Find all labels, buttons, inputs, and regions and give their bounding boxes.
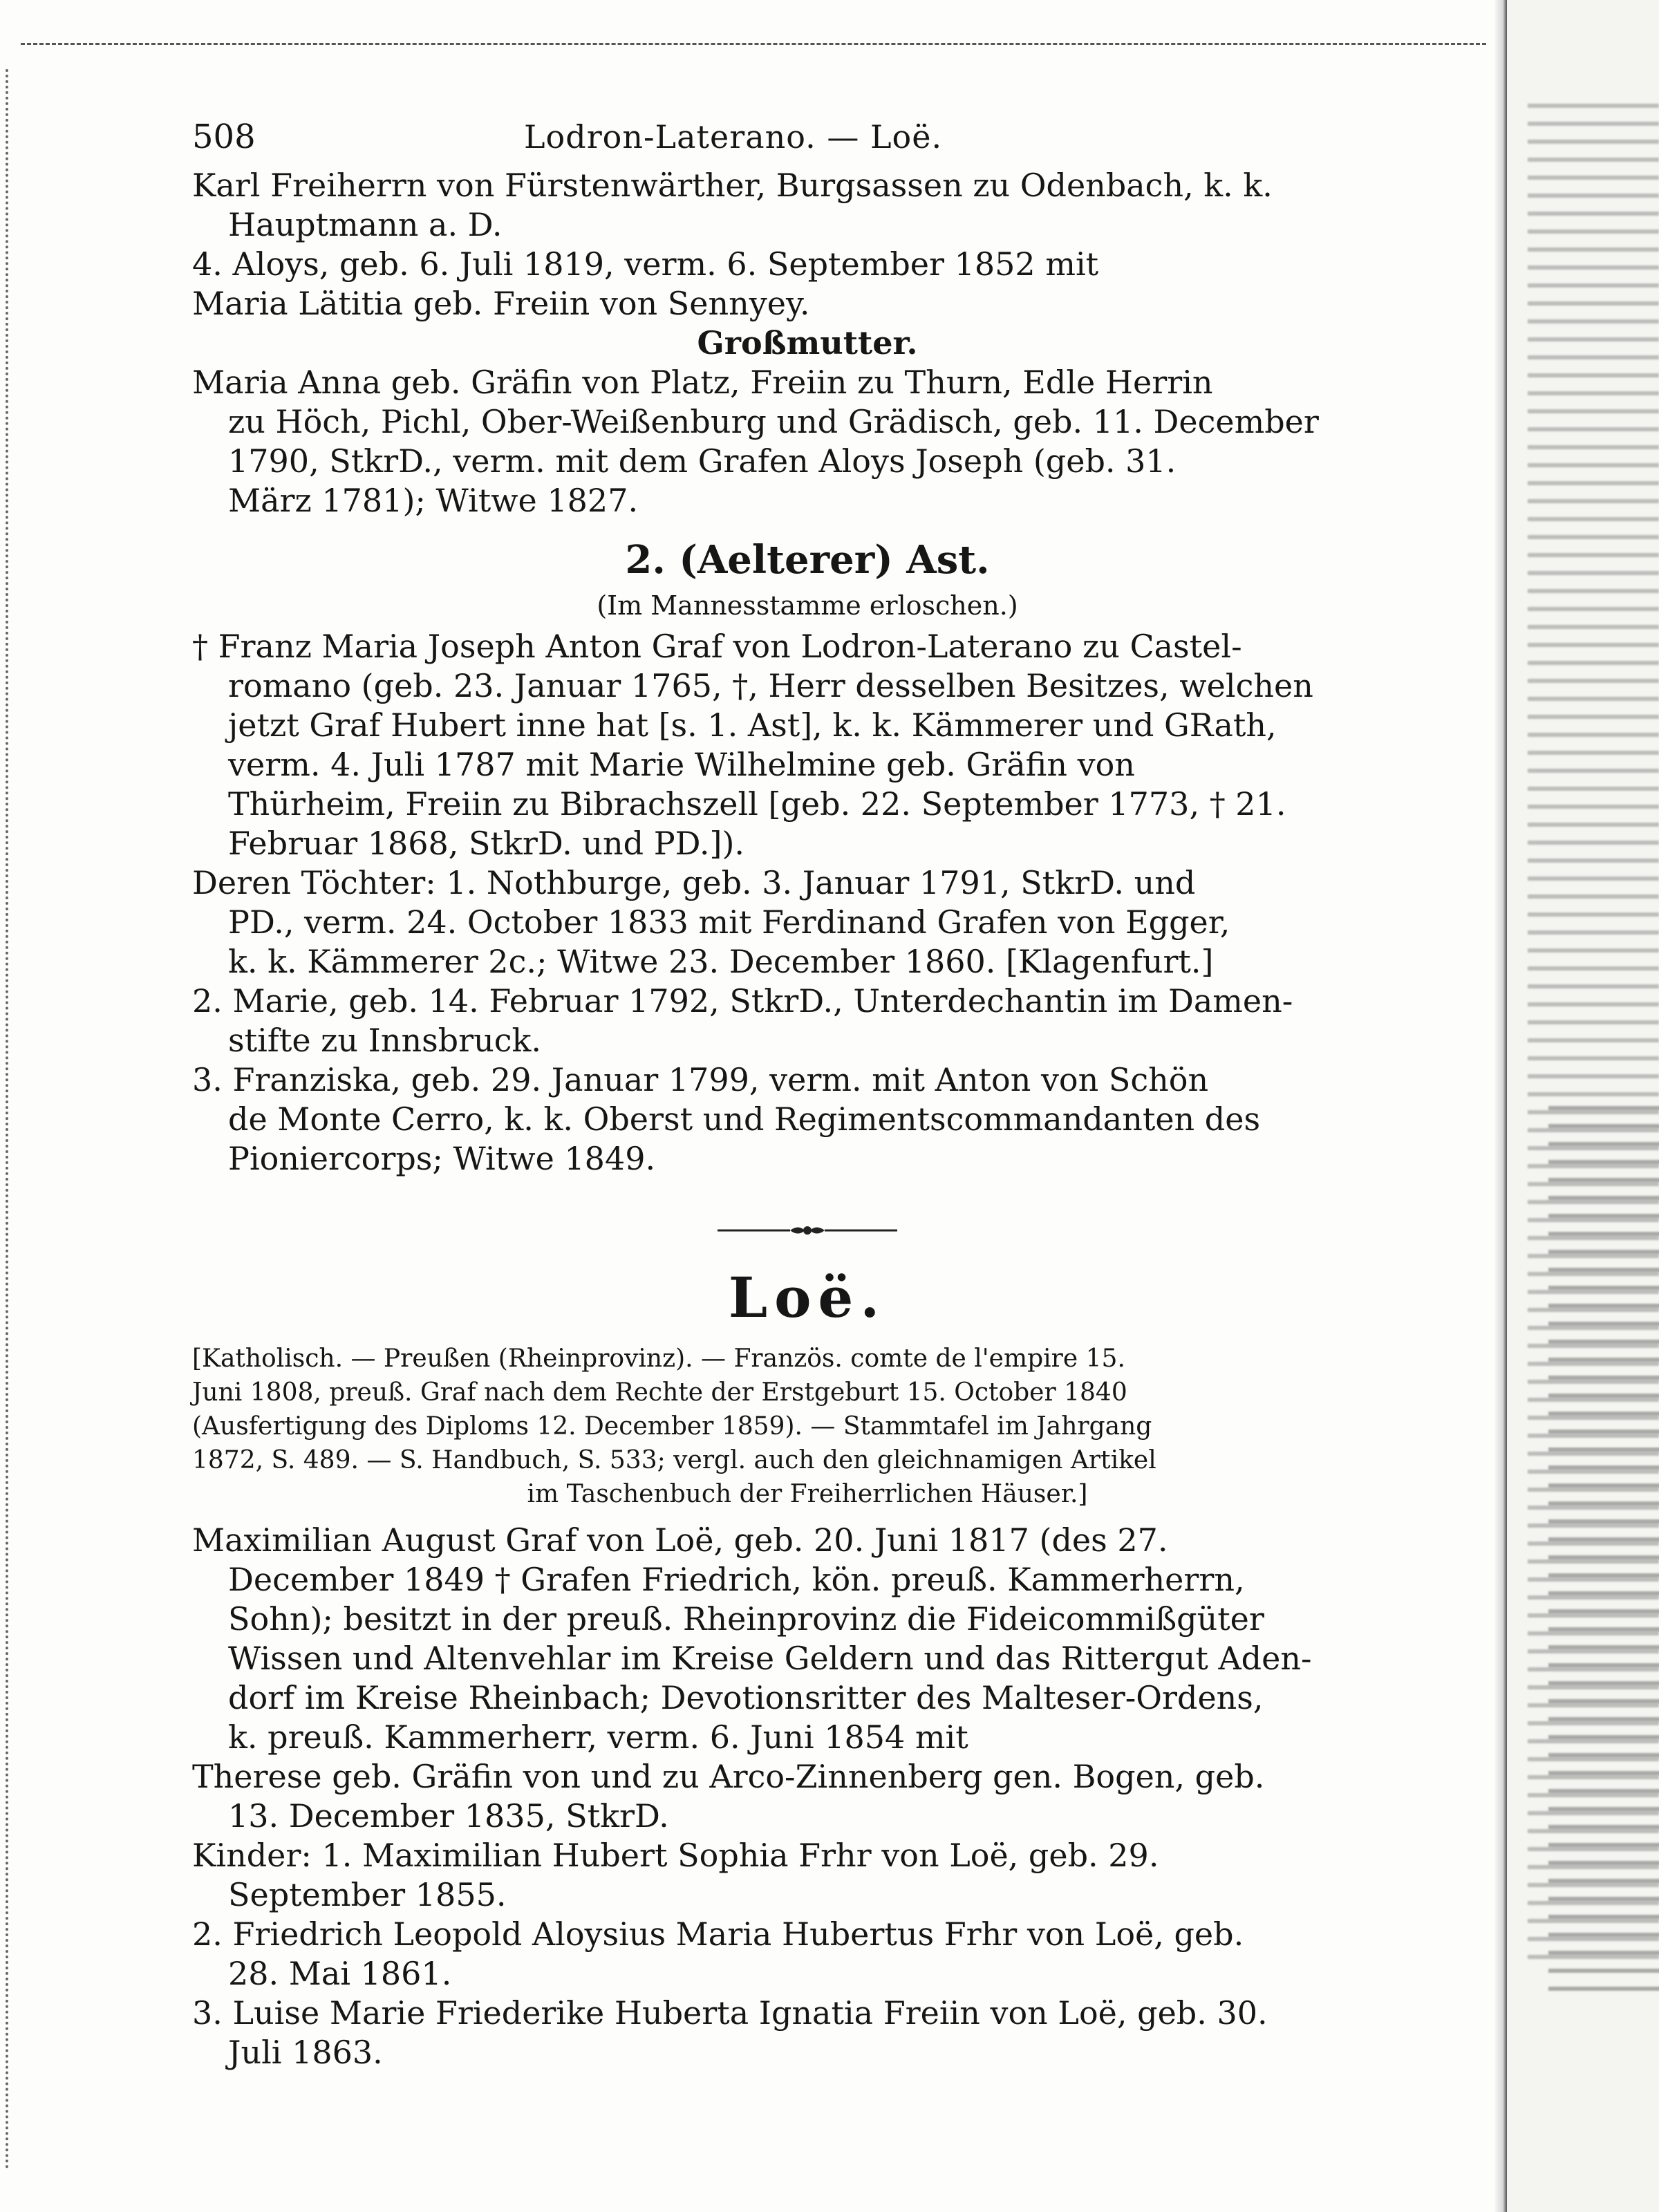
text-line: romano (geb. 23. Januar 1765, †, Herr desselben Besitzes, welchen xyxy=(228,667,1313,704)
family-title: Loë. xyxy=(728,1265,887,1330)
text-line: Juli 1863. xyxy=(228,2034,383,2071)
branch-subtitle: (Im Mannesstamme erloschen.) xyxy=(597,590,1018,621)
text-line: dorf im Kreise Rheinbach; Devotionsritter des Malteser-Ordens, xyxy=(228,1679,1264,1716)
text-line: de Monte Cerro, k. k. Oberst und Regimentscommandanten des xyxy=(228,1100,1261,1138)
intro-line: Juni 1808, preuß. Graf nach dem Rechte der Erstgeburt 15. October 1840 xyxy=(192,1378,1127,1407)
text-line: Pioniercorps; Witwe 1849. xyxy=(228,1140,656,1177)
scan-left-edge xyxy=(6,69,8,2171)
text-line: 4. Aloys, geb. 6. Juli 1819, verm. 6. September 1852 mit xyxy=(192,245,1099,283)
page-number: 508 xyxy=(192,118,256,156)
text-line: k. preuß. Kammerherr, verm. 6. Juni 1854 mit xyxy=(228,1718,968,1756)
text-line: 28. Mai 1861. xyxy=(228,1955,452,1992)
text-line: 13. December 1835, StkrD. xyxy=(228,1797,669,1835)
text-line: zu Höch, Pichl, Ober-Weißenburg und Grädisch, geb. 11. December xyxy=(228,403,1319,440)
text-line: 2. Marie, geb. 14. Februar 1792, StkrD., Unterdechantin im Damen- xyxy=(192,982,1293,1020)
text-line: März 1781); Witwe 1827. xyxy=(228,482,639,519)
page-content xyxy=(192,118,1423,2072)
intro-line: [Katholisch. — Preußen (Rheinprovinz). — Französ. comte de l'empire 15. xyxy=(192,1344,1125,1373)
text-line: Thürheim, Freiin zu Bibrachszell [geb. 22. September 1773, † 21. xyxy=(228,785,1286,823)
page-gutter-shadow xyxy=(1493,0,1507,2212)
intro-line: im Taschenbuch der Freiherrlichen Häuser.] xyxy=(527,1480,1088,1508)
text-line: September 1855. xyxy=(228,1876,507,1913)
bleed-text-lower xyxy=(1548,1106,1659,2005)
text-line: Karl Freiherrn von Fürstenwärther, Burgsassen zu Odenbach, k. k. xyxy=(192,167,1273,204)
text-line: December 1849 † Grafen Friedrich, kön. preuß. Kammerherrn, xyxy=(228,1561,1245,1598)
branch-title: 2. (Aelterer) Ast. xyxy=(625,537,990,583)
text-line: 3. Luise Marie Friederike Huberta Ignatia Freiin von Loë, geb. 30. xyxy=(192,1994,1268,2032)
running-title: Lodron-Laterano. — Loë. xyxy=(524,118,943,156)
text-line: stifte zu Innsbruck. xyxy=(228,1022,541,1059)
grandmother-heading: Großmutter. xyxy=(697,324,918,362)
intro-line: 1872, S. 489. — S. Handbuch, S. 533; vergl. auch den gleichnamigen Artikel xyxy=(192,1446,1156,1474)
text-line: Wissen und Altenvehlar im Kreise Geldern und das Rittergut Aden- xyxy=(228,1640,1312,1677)
text-line: 3. Franziska, geb. 29. Januar 1799, verm. mit Anton von Schön xyxy=(192,1061,1209,1098)
text-line: † Franz Maria Joseph Anton Graf von Lodron-Laterano zu Castel- xyxy=(192,628,1242,665)
text-line: Hauptmann a. D. xyxy=(228,206,503,243)
text-line: jetzt Graf Hubert inne hat [s. 1. Ast], k. k. Kämmerer und GRath, xyxy=(228,706,1277,744)
text-line: Sohn); besitzt in der preuß. Rheinprovinz die Fideicommißgüter xyxy=(228,1600,1264,1638)
text-line: Maximilian August Graf von Loë, geb. 20. Juni 1817 (des 27. xyxy=(192,1521,1168,1559)
text-line: Kinder: 1. Maximilian Hubert Sophia Frhr von Loë, geb. 29. xyxy=(192,1837,1159,1874)
text-line: k. k. Kämmerer 2c.; Witwe 23. December 1860. [Klagenfurt.] xyxy=(228,943,1214,980)
text-line: verm. 4. Juli 1787 mit Marie Wilhelmine geb. Gräfin von xyxy=(228,746,1135,783)
text-line: PD., verm. 24. October 1833 mit Ferdinand Grafen von Egger, xyxy=(228,903,1230,941)
text-line: Maria Anna geb. Gräfin von Platz, Freiin zu Thurn, Edle Herrin xyxy=(192,364,1213,401)
text-line: 1790, StkrD., verm. mit dem Grafen Aloys Joseph (geb. 31. xyxy=(228,442,1177,480)
adjacent-page-bleed xyxy=(1507,0,1659,2212)
text-line: Maria Lätitia geb. Freiin von Sennyey. xyxy=(192,285,810,322)
text-line: 2. Friedrich Leopold Aloysius Maria Hubertus Frhr von Loë, geb. xyxy=(192,1915,1244,1953)
intro-line: (Ausfertigung des Diploms 12. December 1859). — Stammtafel im Jahrgang xyxy=(192,1412,1152,1441)
text-line: Therese geb. Gräfin von und zu Arco-Zinnenberg gen. Bogen, geb. xyxy=(192,1758,1265,1795)
page-header xyxy=(192,118,1423,166)
ornament-divider xyxy=(718,1220,897,1241)
scan-edge-dashes xyxy=(21,43,1486,45)
text-line: Februar 1868, StkrD. und PD.]). xyxy=(228,825,745,862)
text-line: Deren Töchter: 1. Nothburge, geb. 3. Januar 1791, StkrD. und xyxy=(192,864,1196,901)
